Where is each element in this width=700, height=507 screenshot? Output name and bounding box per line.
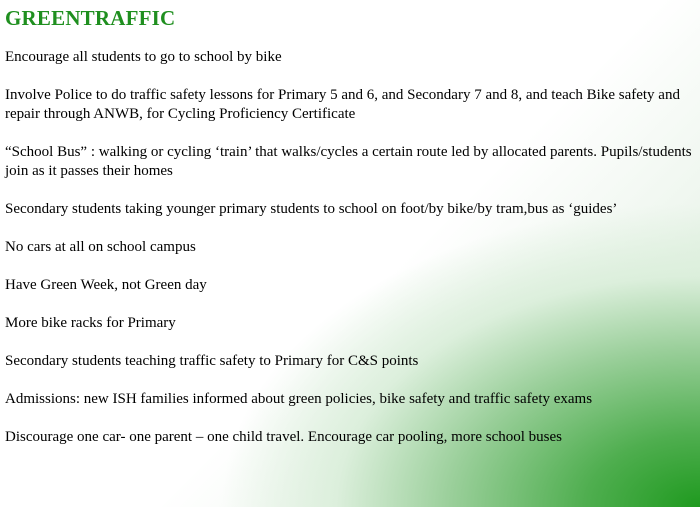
list-item: Involve Police to do traffic safety lessons for Primary 5 and 6, and Secondary 7 and 8, and teach Bike safety and repair through ANWB, for Cycling Proficiency Certificate xyxy=(5,87,680,122)
list-item: Encourage all students to go to school by bike xyxy=(5,49,282,65)
list-item: Admissions: new ISH families informed about green policies, bike safety and traffic safety exams xyxy=(5,391,593,407)
list-item: More bike racks for Primary xyxy=(5,315,176,331)
list-item: Secondary students taking younger primary students to school on foot/by bike/by tram,bus as ‘guides’ xyxy=(5,201,618,217)
list-item: Discourage one car- one parent – one child travel. Encourage car pooling, more school buses xyxy=(5,429,562,445)
bullet-list xyxy=(5,48,693,466)
list-item: Have Green Week, not Green day xyxy=(5,277,207,293)
slide-title: GREENTRAFFIC xyxy=(5,6,176,30)
list-item: Secondary students teaching traffic safety to Primary for C&S points xyxy=(5,353,419,369)
list-item: No cars at all on school campus xyxy=(5,239,196,255)
list-item: “School Bus” : walking or cycling ‘train’ that walks/cycles a certain route led by allocated parents. Pupils/students join as it passes their homes xyxy=(5,144,692,179)
